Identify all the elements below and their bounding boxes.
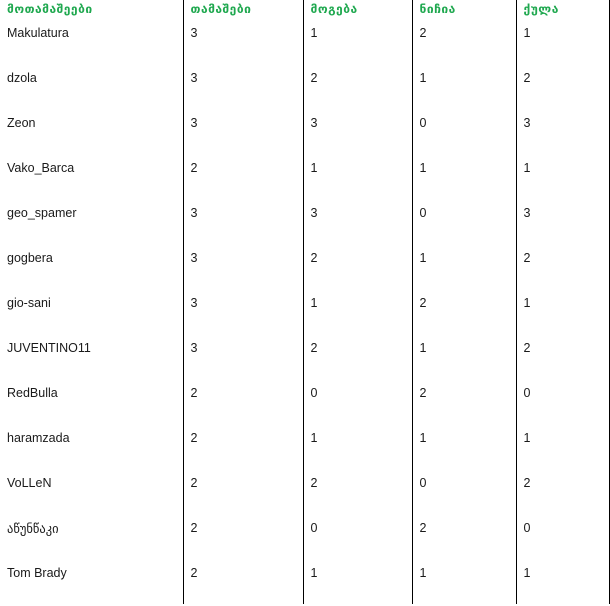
table-row (0, 474, 609, 519)
games-cell: 3 (183, 294, 303, 339)
draws-cell: 0 (412, 474, 516, 519)
table-row (0, 24, 609, 69)
points-cell: 1 (516, 24, 609, 69)
draws-cell: 2 (412, 24, 516, 69)
wins-cell: 3 (303, 204, 412, 249)
player-name: gogbera (0, 249, 183, 294)
table-row (0, 249, 609, 294)
header-players: მოთამაშეები (0, 0, 183, 24)
player-name: RedBulla (0, 384, 183, 429)
table-row (0, 429, 609, 474)
draws-cell: 2 (412, 294, 516, 339)
player-name: gio-sani (0, 294, 183, 339)
table-row (0, 564, 609, 604)
wins-cell: 2 (303, 69, 412, 114)
points-cell: 1 (516, 429, 609, 474)
player-name: JUVENTINO11 (0, 339, 183, 384)
games-cell: 2 (183, 519, 303, 564)
wins-cell: 2 (303, 474, 412, 519)
points-cell: 0 (516, 384, 609, 429)
table-row (0, 339, 609, 384)
header-row (0, 0, 609, 24)
points-cell: 2 (516, 249, 609, 294)
games-cell: 3 (183, 204, 303, 249)
wins-cell: 1 (303, 294, 412, 339)
player-name: VoLLeN (0, 474, 183, 519)
wins-cell: 1 (303, 24, 412, 69)
table-row (0, 519, 609, 564)
draws-cell: 2 (412, 519, 516, 564)
player-name: haramzada (0, 429, 183, 474)
points-cell: 1 (516, 564, 609, 604)
draws-cell: 1 (412, 429, 516, 474)
points-cell: 2 (516, 339, 609, 384)
table-row (0, 114, 609, 159)
games-cell: 2 (183, 384, 303, 429)
draws-cell: 1 (412, 159, 516, 204)
games-cell: 2 (183, 159, 303, 204)
wins-cell: 0 (303, 519, 412, 564)
games-cell: 2 (183, 474, 303, 519)
table-row (0, 159, 609, 204)
player-name: აწუნწაკი (0, 519, 183, 564)
header-points: ქულა (516, 0, 609, 24)
wins-cell: 1 (303, 564, 412, 604)
table-row (0, 69, 609, 114)
table-row (0, 204, 609, 249)
games-cell: 3 (183, 339, 303, 384)
wins-cell: 1 (303, 429, 412, 474)
points-cell: 1 (516, 294, 609, 339)
draws-cell: 0 (412, 204, 516, 249)
games-cell: 3 (183, 69, 303, 114)
wins-cell: 2 (303, 339, 412, 384)
draws-cell: 1 (412, 564, 516, 604)
player-name: dzola (0, 69, 183, 114)
draws-cell: 1 (412, 249, 516, 294)
points-cell: 0 (516, 519, 609, 564)
wins-cell: 0 (303, 384, 412, 429)
player-name: geo_spamer (0, 204, 183, 249)
wins-cell: 2 (303, 249, 412, 294)
wins-cell: 1 (303, 159, 412, 204)
draws-cell: 0 (412, 114, 516, 159)
player-name: Zeon (0, 114, 183, 159)
header-games: თამაშები (183, 0, 303, 24)
draws-cell: 1 (412, 69, 516, 114)
games-cell: 3 (183, 249, 303, 294)
points-cell: 3 (516, 204, 609, 249)
wins-cell: 3 (303, 114, 412, 159)
points-cell: 2 (516, 474, 609, 519)
points-cell: 3 (516, 114, 609, 159)
table-row (0, 294, 609, 339)
points-cell: 1 (516, 159, 609, 204)
player-name: Vako_Barca (0, 159, 183, 204)
draws-cell: 1 (412, 339, 516, 384)
player-name: Makulatura (0, 24, 183, 69)
games-cell: 3 (183, 114, 303, 159)
games-cell: 3 (183, 24, 303, 69)
games-cell: 2 (183, 564, 303, 604)
table-row (0, 384, 609, 429)
header-draws: ნიჩია (412, 0, 516, 24)
draws-cell: 2 (412, 384, 516, 429)
games-cell: 2 (183, 429, 303, 474)
points-cell: 2 (516, 69, 609, 114)
player-name: Tom Brady (0, 564, 183, 604)
header-wins: მოგება (303, 0, 412, 24)
